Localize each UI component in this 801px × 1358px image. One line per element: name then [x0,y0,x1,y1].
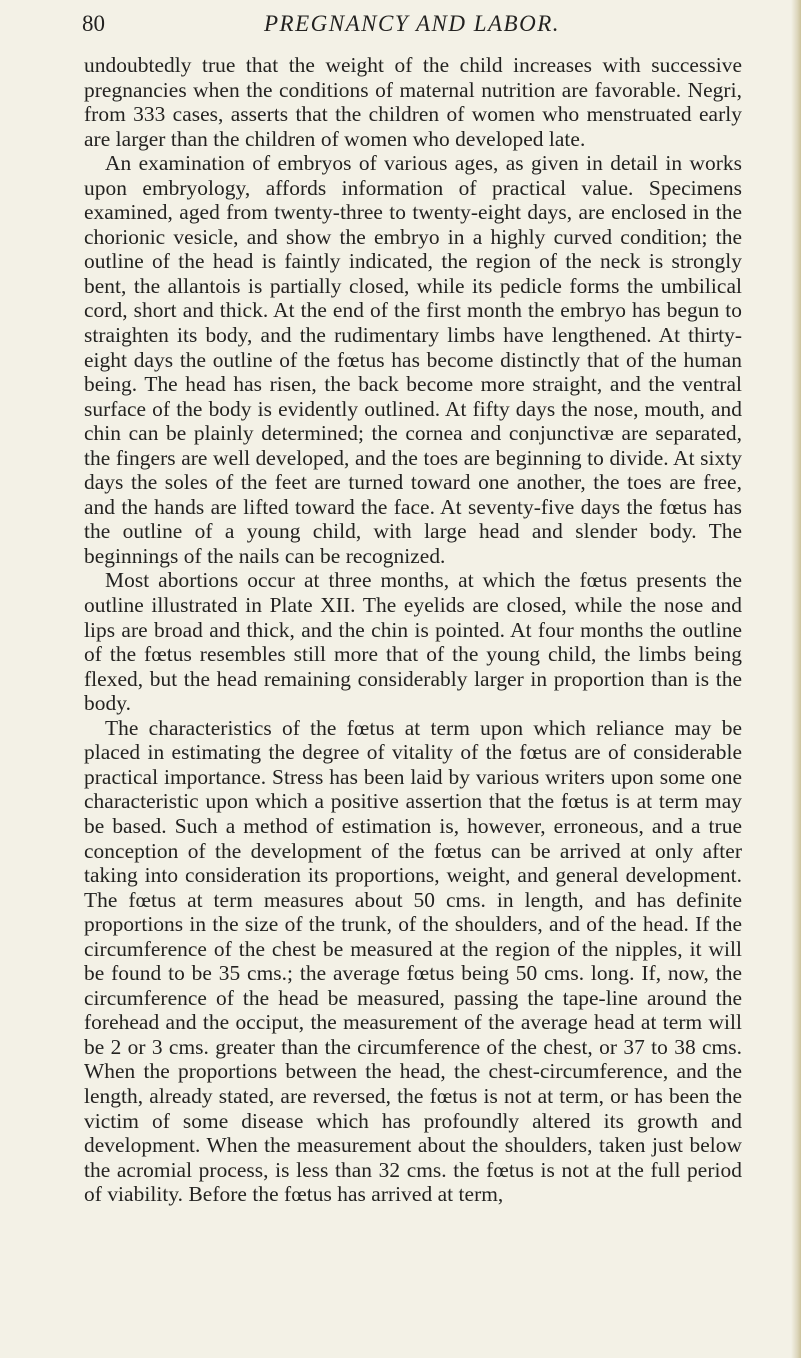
page-edge-shadow [791,0,801,1358]
paragraph: The characteristics of the fœtus at term upon which reliance may be placed in estimating the degree of vitality of the fœtus are of considerable practical importance. Stress has been laid by various writers upon some one characteristic upon which a positive assertion that the fœtus is at term may be based. Such a method of estimation is, however, erroneous, and a true conception of the development of the fœtus can be arrived at only after taking into consideration its proportions, weight, and general development. The fœtus at term measures about 50 cms. in length, and has definite proportions in the size of the trunk, of the shoulders, and of the head. If the circumference of the chest be measured at the region of the nipples, it will be found to be 35 cms.; the average fœtus being 50 cms. long. If, now, the circumference of the head be measured, passing the tape-line around the forehead and the occiput, the measurement of the average head at term will be 2 or 3 cms. greater than the circumference of the chest, or 37 to 38 cms. When the proportions between the head, the chest-circumference, and the length, already stated, are reversed, the fœtus is not at term, or has been the victim of some disease which has profoundly altered its growth and development. When the measurement about the shoulders, taken just below the acromial process, is less than 32 cms. the fœtus is not at the full period of viability. Before the fœtus has arrived at term, [84,715,742,1207]
page-header [82,8,742,40]
paragraph: undoubtedly true that the weight of the child increases with successive pregnancies when the conditions of maternal nutrition are favorable. Negri, from 333 cases, asserts that the children of women who menstruated early are larger than the children of women who developed late. [84,53,742,151]
body-text [84,53,742,1207]
page-number: 80 [82,11,105,36]
running-title: PREGNANCY AND LABOR. [263,11,560,36]
paragraph: An examination of embryos of various ages, as given in detail in works upon embryology, affords information of practical value. Specimens examined, aged from twenty-three to twenty-eight days, are enclosed in the chorionic vesicle, and show the embryo in a highly curved condition; the outline of the head is faintly indicated, the region of the neck is strongly bent, the allantois is partially closed, while its pedicle forms the umbilical cord, short and thick. At the end of the first month the embryo has begun to straighten its body, and the rudimentary limbs have lengthened. At thirty-eight days the outline of the fœtus has become distinctly that of the human being. The head has risen, the back become more straight, and the ventral surface of the body is evidently outlined. At fifty days the nose, mouth, and chin can be plainly determined; the cornea and conjunctivæ are separated, the fingers are well developed, and the toes are beginning to divide. At sixty days the soles of the feet are turned toward one another, the toes are free, and the hands are lifted toward the face. At seventy-five days the fœtus has the outline of a young child, with large head and slender body. The beginnings of the nails can be recognized. [84,151,742,568]
paragraph: Most abortions occur at three months, at which the fœtus presents the outline illustrated in Plate XII. The eyelids are closed, while the nose and lips are broad and thick, and the chin is pointed. At four months the outline of the fœtus resembles still more that of the young child, the limbs being flexed, but the head remaining considerably larger in proportion than is the body. [84,568,742,716]
